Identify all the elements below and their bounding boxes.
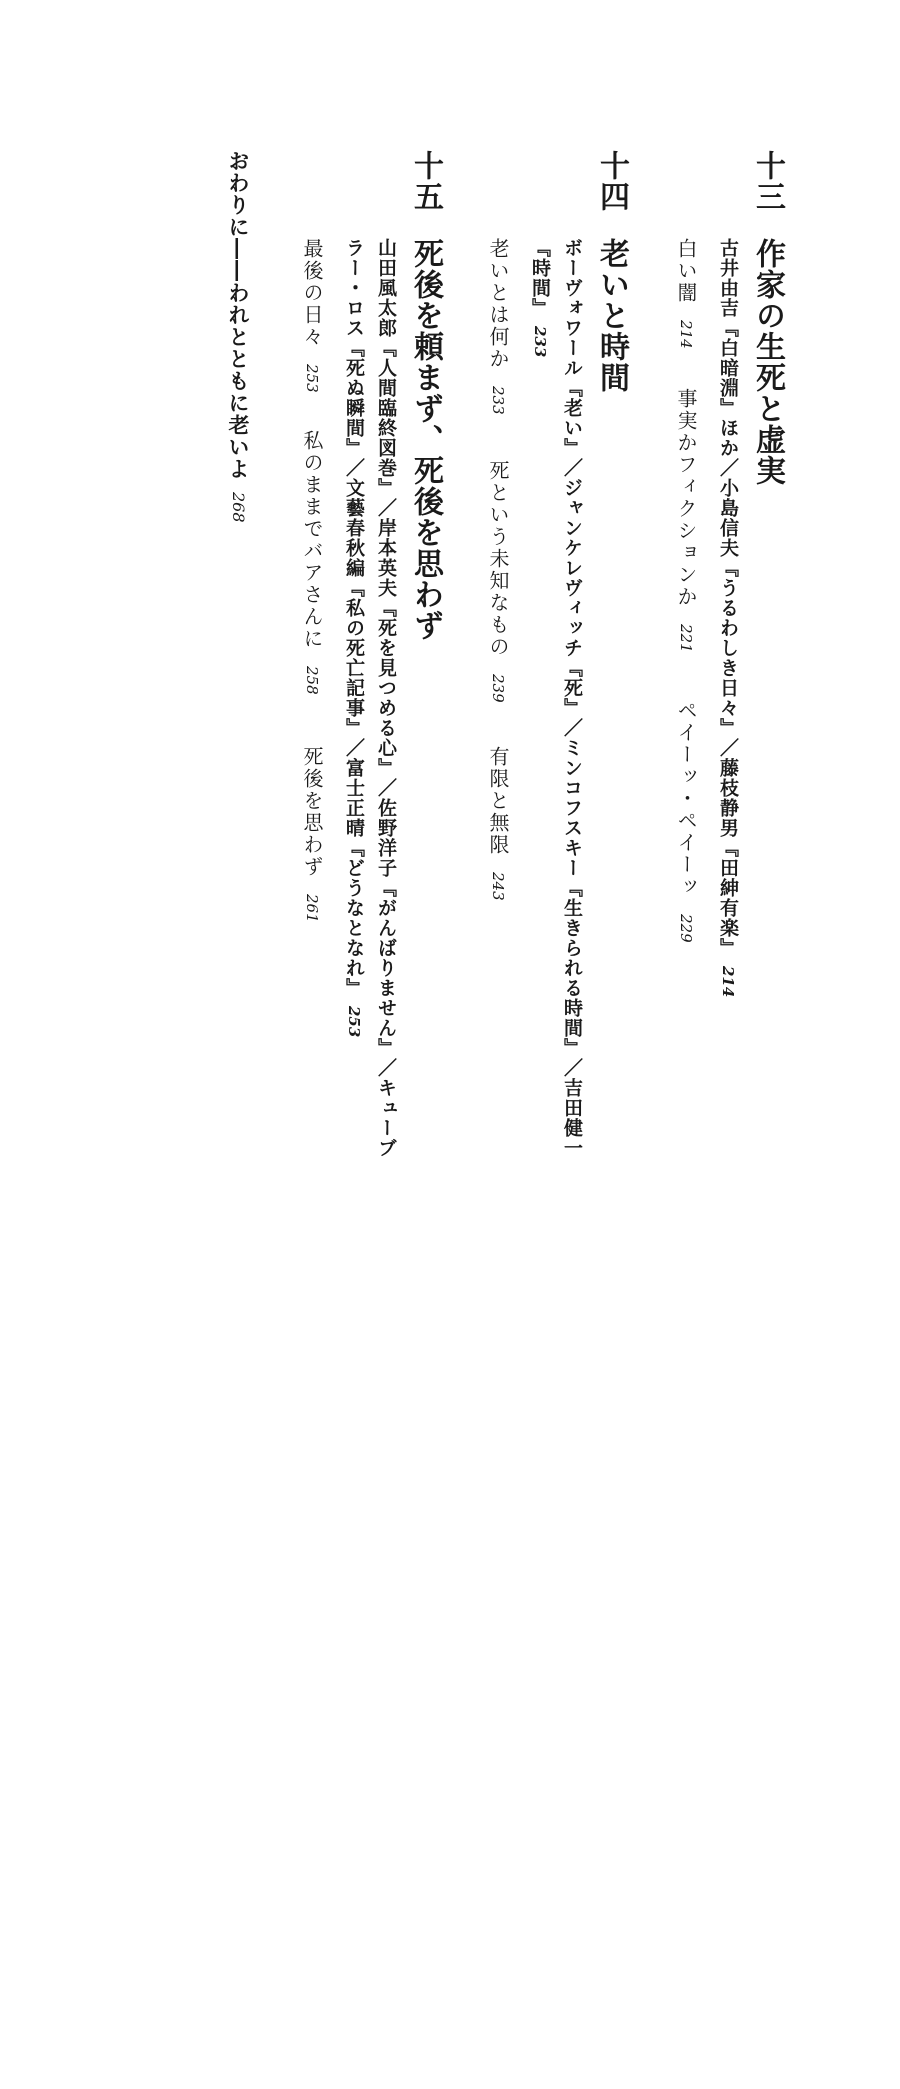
chapter-14-section-3: [488, 746, 508, 2089]
chapter-13-number: 十三: [750, 150, 785, 212]
chapter-15-books-line2: [344, 238, 363, 1581]
section-page: 239: [489, 674, 507, 703]
section-title: 最後の日々: [300, 238, 324, 348]
chapter-15-title: 死後を頼まず、死後を思わず: [408, 238, 443, 641]
chapter-13-books-text: 古井由吉『白暗淵』ほか／小島信夫『うるわしき日々』／藤枝静男『田紳有楽』: [717, 238, 739, 958]
section-title: 私のままでバアさんに: [300, 430, 324, 650]
chapter-15-books-page: 253: [345, 1006, 363, 1038]
chapter-14-books-line1: ボーヴォワール『老い』／ジャンケレヴィッチ『死』／ミンコフスキー『生きられる時間』／吉田健一: [561, 238, 583, 1158]
chapter-13-section-3: [676, 700, 696, 2043]
section-page: 221: [677, 624, 695, 653]
chapter-14-number: 十四: [594, 150, 629, 212]
chapter-13-books: [718, 238, 737, 1581]
section-page: 233: [489, 386, 507, 415]
section-page: 229: [677, 914, 695, 943]
chapter-14-books-line2: [530, 238, 549, 1581]
section-page: 258: [303, 666, 321, 695]
closing-page: 268: [229, 492, 248, 523]
chapter-15-section-3: [302, 746, 322, 2089]
chapter-14-books-page: 233: [531, 326, 549, 358]
chapter-13-title: 作家の生死と虚実: [750, 238, 785, 486]
chapter-15-number: 十五: [408, 150, 443, 212]
chapter-13-books-page: 214: [719, 966, 737, 998]
section-title: 事実かフィクションか: [674, 388, 698, 608]
section-page: 253: [303, 364, 321, 393]
section-title: 有限と無限: [486, 746, 510, 856]
section-page: 214: [677, 320, 695, 349]
section-title: 白い闇: [674, 238, 698, 304]
section-page: 261: [303, 894, 321, 923]
closing-title: おわりに――われとともに老いよ: [226, 150, 251, 480]
section-title: 死という未知なもの: [486, 460, 510, 658]
chapter-14-books-text: 『時間』: [529, 238, 551, 318]
section-title: 老いとは何か: [486, 238, 510, 370]
section-page: 243: [489, 872, 507, 901]
section-title: ペイーッ・ペイーッ: [674, 700, 698, 898]
closing-entry: [228, 150, 249, 1493]
chapter-14-title: 老いと時間: [594, 238, 629, 393]
section-title: 死後を思わず: [300, 746, 324, 878]
chapter-15-books-line1: 山田風太郎『人間臨終図巻』／岸本英夫『死を見つめる心』／佐野洋子『がんばりません』／キューブ: [375, 238, 397, 1158]
chapter-15-books-text: ラー・ロス『死ぬ瞬間』／文藝春秋編『私の死亡記事』／富士正晴『どうなとなれ』: [343, 238, 365, 998]
